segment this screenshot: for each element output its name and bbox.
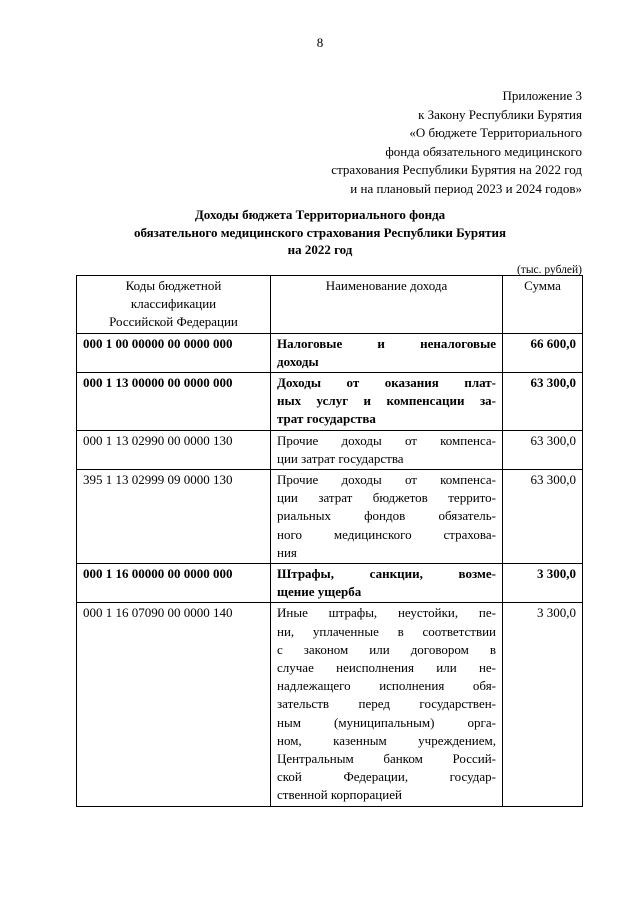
cell-name — [271, 373, 503, 431]
cell-name — [271, 603, 503, 806]
cell-name — [271, 564, 503, 603]
header-amount: Сумма — [503, 276, 583, 334]
cell-name-line: Прочие доходы от компенса- — [277, 472, 496, 488]
table-row — [77, 470, 583, 564]
cell-name-line: ской Федерации, государ- — [277, 769, 496, 785]
document-title — [0, 206, 640, 259]
cell-amount: 63 300,0 — [503, 430, 583, 469]
units-label: (тыс. рублей) — [516, 264, 582, 276]
header-code — [77, 276, 271, 334]
table-row — [77, 564, 583, 603]
cell-name-line: зательств перед государствен- — [277, 696, 496, 712]
cell-name-line: Иные штрафы, неустойки, пе- — [277, 605, 496, 621]
cell-name-line: риальных фондов обязатель- — [277, 508, 496, 524]
cell-name-line: ции затрат государства — [277, 450, 404, 466]
title-line: обязательного медицинского страхования Республики Бурятия — [133, 224, 507, 240]
header-code-line: Российской Федерации — [109, 314, 238, 330]
cell-name-line: Прочие доходы от компенса- — [277, 432, 496, 448]
cell-amount: 3 300,0 — [503, 603, 583, 806]
header-name: Наименование дохода — [271, 276, 503, 334]
cell-name-line: ном, казенным учреждением, — [277, 732, 496, 748]
cell-name-line: ции затрат бюджетов террито- — [277, 490, 496, 506]
cell-amount: 3 300,0 — [503, 564, 583, 603]
cell-name — [271, 333, 503, 372]
header-code-line: Коды бюджетной — [125, 278, 222, 293]
cell-code: 000 1 13 00000 00 0000 000 — [77, 373, 271, 431]
cell-name-line: трат государства — [277, 411, 376, 427]
cell-name-line: Штрафы, санкции, возме- — [277, 566, 496, 582]
table-row — [77, 603, 583, 806]
page-number: 8 — [316, 35, 324, 50]
cell-name — [271, 470, 503, 564]
cell-name-line: ных услуг и компенсации за- — [277, 393, 496, 409]
appendix-line: и на плановый период 2023 и 2024 годов» — [350, 180, 582, 196]
cell-name-line: случае неисполнения или не- — [277, 660, 496, 676]
cell-name-line: ным (муниципальным) орга- — [277, 714, 496, 730]
cell-name-line: Доходы от оказания плат- — [277, 375, 496, 391]
cell-name-line: надлежащего исполнения обя- — [277, 678, 496, 694]
cell-code: 000 1 16 00000 00 0000 000 — [77, 564, 271, 603]
cell-code: 000 1 13 02990 00 0000 130 — [77, 430, 271, 469]
revenue-table — [76, 275, 583, 807]
appendix-line: страхования Республики Бурятия на 2022 год — [331, 162, 582, 177]
cell-code: 000 1 00 00000 00 0000 000 — [77, 333, 271, 372]
cell-code: 000 1 16 07090 00 0000 140 — [77, 603, 271, 806]
header-code-line: классификации — [130, 296, 217, 312]
appendix-line: Приложение 3 — [502, 88, 582, 103]
appendix-line: «О бюджете Территориального — [409, 125, 582, 140]
title-line: на 2022 год — [287, 242, 353, 257]
cell-name — [271, 430, 503, 469]
cell-amount: 63 300,0 — [503, 373, 583, 431]
cell-amount: 63 300,0 — [503, 470, 583, 564]
cell-name-line: доходы — [277, 353, 319, 369]
appendix-header — [252, 87, 582, 198]
cell-name-line: ного медицинского страхова- — [277, 526, 496, 542]
cell-amount: 66 600,0 — [503, 333, 583, 372]
title-line: Доходы бюджета Территориального фонда — [194, 207, 446, 222]
cell-name-line: Налоговые и неналоговые — [277, 335, 496, 351]
appendix-line: фонда обязательного медицинского — [385, 143, 582, 159]
cell-name-line: с законом или договором в — [277, 641, 496, 657]
table-row — [77, 430, 583, 469]
cell-name-line: ния — [277, 544, 297, 560]
table-header-row — [77, 276, 583, 334]
table-row — [77, 333, 583, 372]
cell-name-line: ственной корпорацией — [277, 787, 402, 803]
cell-name-line: щение ущерба — [277, 584, 362, 600]
cell-name-line: Центральным банком Россий- — [277, 751, 496, 767]
appendix-line: к Закону Республики Бурятия — [418, 106, 582, 122]
table-row — [77, 373, 583, 431]
cell-code: 395 1 13 02999 09 0000 130 — [77, 470, 271, 564]
table-body — [77, 333, 583, 806]
cell-name-line: ни, уплаченные в соответствии — [277, 623, 496, 639]
